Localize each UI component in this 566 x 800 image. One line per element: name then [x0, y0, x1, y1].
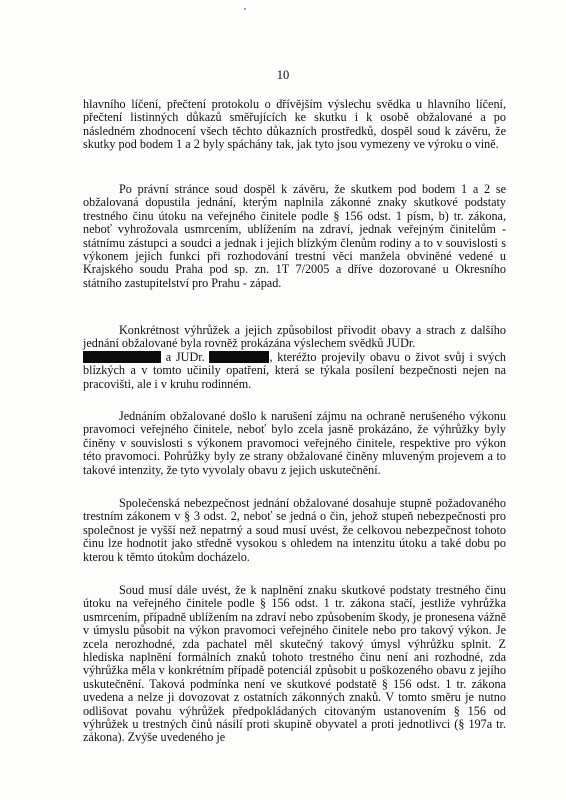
paragraph-1	[83, 98, 506, 152]
paragraph-5	[83, 497, 506, 564]
paragraph-2	[83, 183, 506, 290]
paragraph-2-text: Po právní stránce soud dospěl k závěru, že skutkem pod bodem 1 a 2 se obžalovaná dopustila jednání, kterým naplnila zákonné znaky skutkové podstaty trestného činu útoku na veřejného činitele podle § 156 odst. 1 písm, b) tr. zákona, neboť vyhrožovala usmrcením, ublížením na zdraví, jednak veřejným činitelům - státnímu zástupci a soudci a jednak i jejich blízkým členům rodiny a to v souvislosti s výkonem jejich funkci při rozhodování trestní věci manžela obviněné vedené u Krajského soudu Praha pod sp. zn. 1T 7/2005 a dříve dozorované u Okresního státního zastupitelství pro Prahu - západ.	[83, 182, 506, 290]
redaction-bar-1	[83, 351, 161, 363]
paragraph-3	[83, 324, 506, 391]
paragraph-5-text: Společenská nebezpečnost jednání obžalované dosahuje stupně požadovaného trestním zákonem v § 3 odst. 2, neboť se jedná o čin, jehož stupeň nebezpečnosti pro společnost je vyšší než nepatrný a soud musí uvést, že celkovou nebezpečnost tohoto činu lze hodnotit jako středně vysokou s ohledem na intenzitu útoku a také dobu po kterou k těmto útokům docházelo.	[83, 496, 506, 564]
paragraph-4	[83, 410, 506, 477]
redaction-bar-2	[209, 351, 269, 363]
page-number: 10	[276, 68, 290, 82]
paragraph-6	[83, 584, 506, 745]
paragraph-3-text	[83, 324, 506, 391]
scan-speck	[244, 8, 246, 10]
paragraph-3-part-c: , kteréžto projevily obavu o život svůj i svých blízkých a v tomto učinily opatření, která se týkala posílení bezpečnosti nejen na pracovišti, ale i v kruhu rodinném.	[83, 349, 507, 391]
paragraph-6-text: Soud musí dále uvést, že k naplnění znaku skutkové podstaty trestného činu útoku na veřejného činitele podle § 156 odst. 1 tr. zákona stačí, jestliže vyhrůžka usmrcením, případně ublížením na zdraví nebo způsobením škody, je pronesena vážně v úmyslu působit na výkon pravomoci veřejného činitele nebo pro takový výkon. Je zcela nerozhodné, zda pachatel měl skutečný takový úmysl výhrůžku splnit. Z hlediska naplnění formálních znaků tohoto trestného činu není ani rozhodné, zda výhrůžka měla v konkrétním případě potenciál způsobit u poškozeného obavu z jejího uskutečnění. Taková podmínka není ve skutkové podstatě § 156 odst. 1 tr. zákona uvedena a nelze ji dovozovat z ostatních zákonných znaků. V tomto směru je nutno odlišovat povahu výhrůžek předpokládaných citovaným ustanovením § 156 od výhrůžek u trestných činů násilí proti skupině obyvatel a proti jednotlivci (§ 197a tr. zákona). Zvýše uvedeného je	[83, 583, 506, 745]
paragraph-3-part-b: a JUDr.	[165, 349, 205, 364]
paragraph-4-text: Jednáním obžalované došlo k narušení zájmu na ochraně nerušeného výkonu pravomoci veřejného činitele, neboť bylo zcela jasně prokázáno, že výhrůžky byly činěny v souvislosti s výkonem pravomoci veřejného činitele, respektive pro výkon této pravomoci. Pohrůžky byly ze strany obžalované činěny mluveným projevem a to takové intenzity, že tyto vyvolaly obavu z jejich uskutečnění.	[83, 409, 506, 477]
paragraph-1-text: hlavního líčení, přečtení protokolu o dřívějším výslechu svědka u hlavního líčení, přečtení listinných důkazů směřujících ke skutku i k osobě obžalované a po následném zhodnocení všech těchto důkazních prostředků, dospěl soud k závěru, že skutky pod bodem 1 a 2 byly spáchány tak, jak tyto jsou vymezeny ve výroku o vině.	[83, 97, 506, 152]
paragraph-3-part-a: Konkrétnost výhrůžek a jejich způsobilost přivodit obavy a strach z dalšího jednání obžalované byla rovněž prokázána výslechem svědků JUDr.	[83, 323, 506, 351]
